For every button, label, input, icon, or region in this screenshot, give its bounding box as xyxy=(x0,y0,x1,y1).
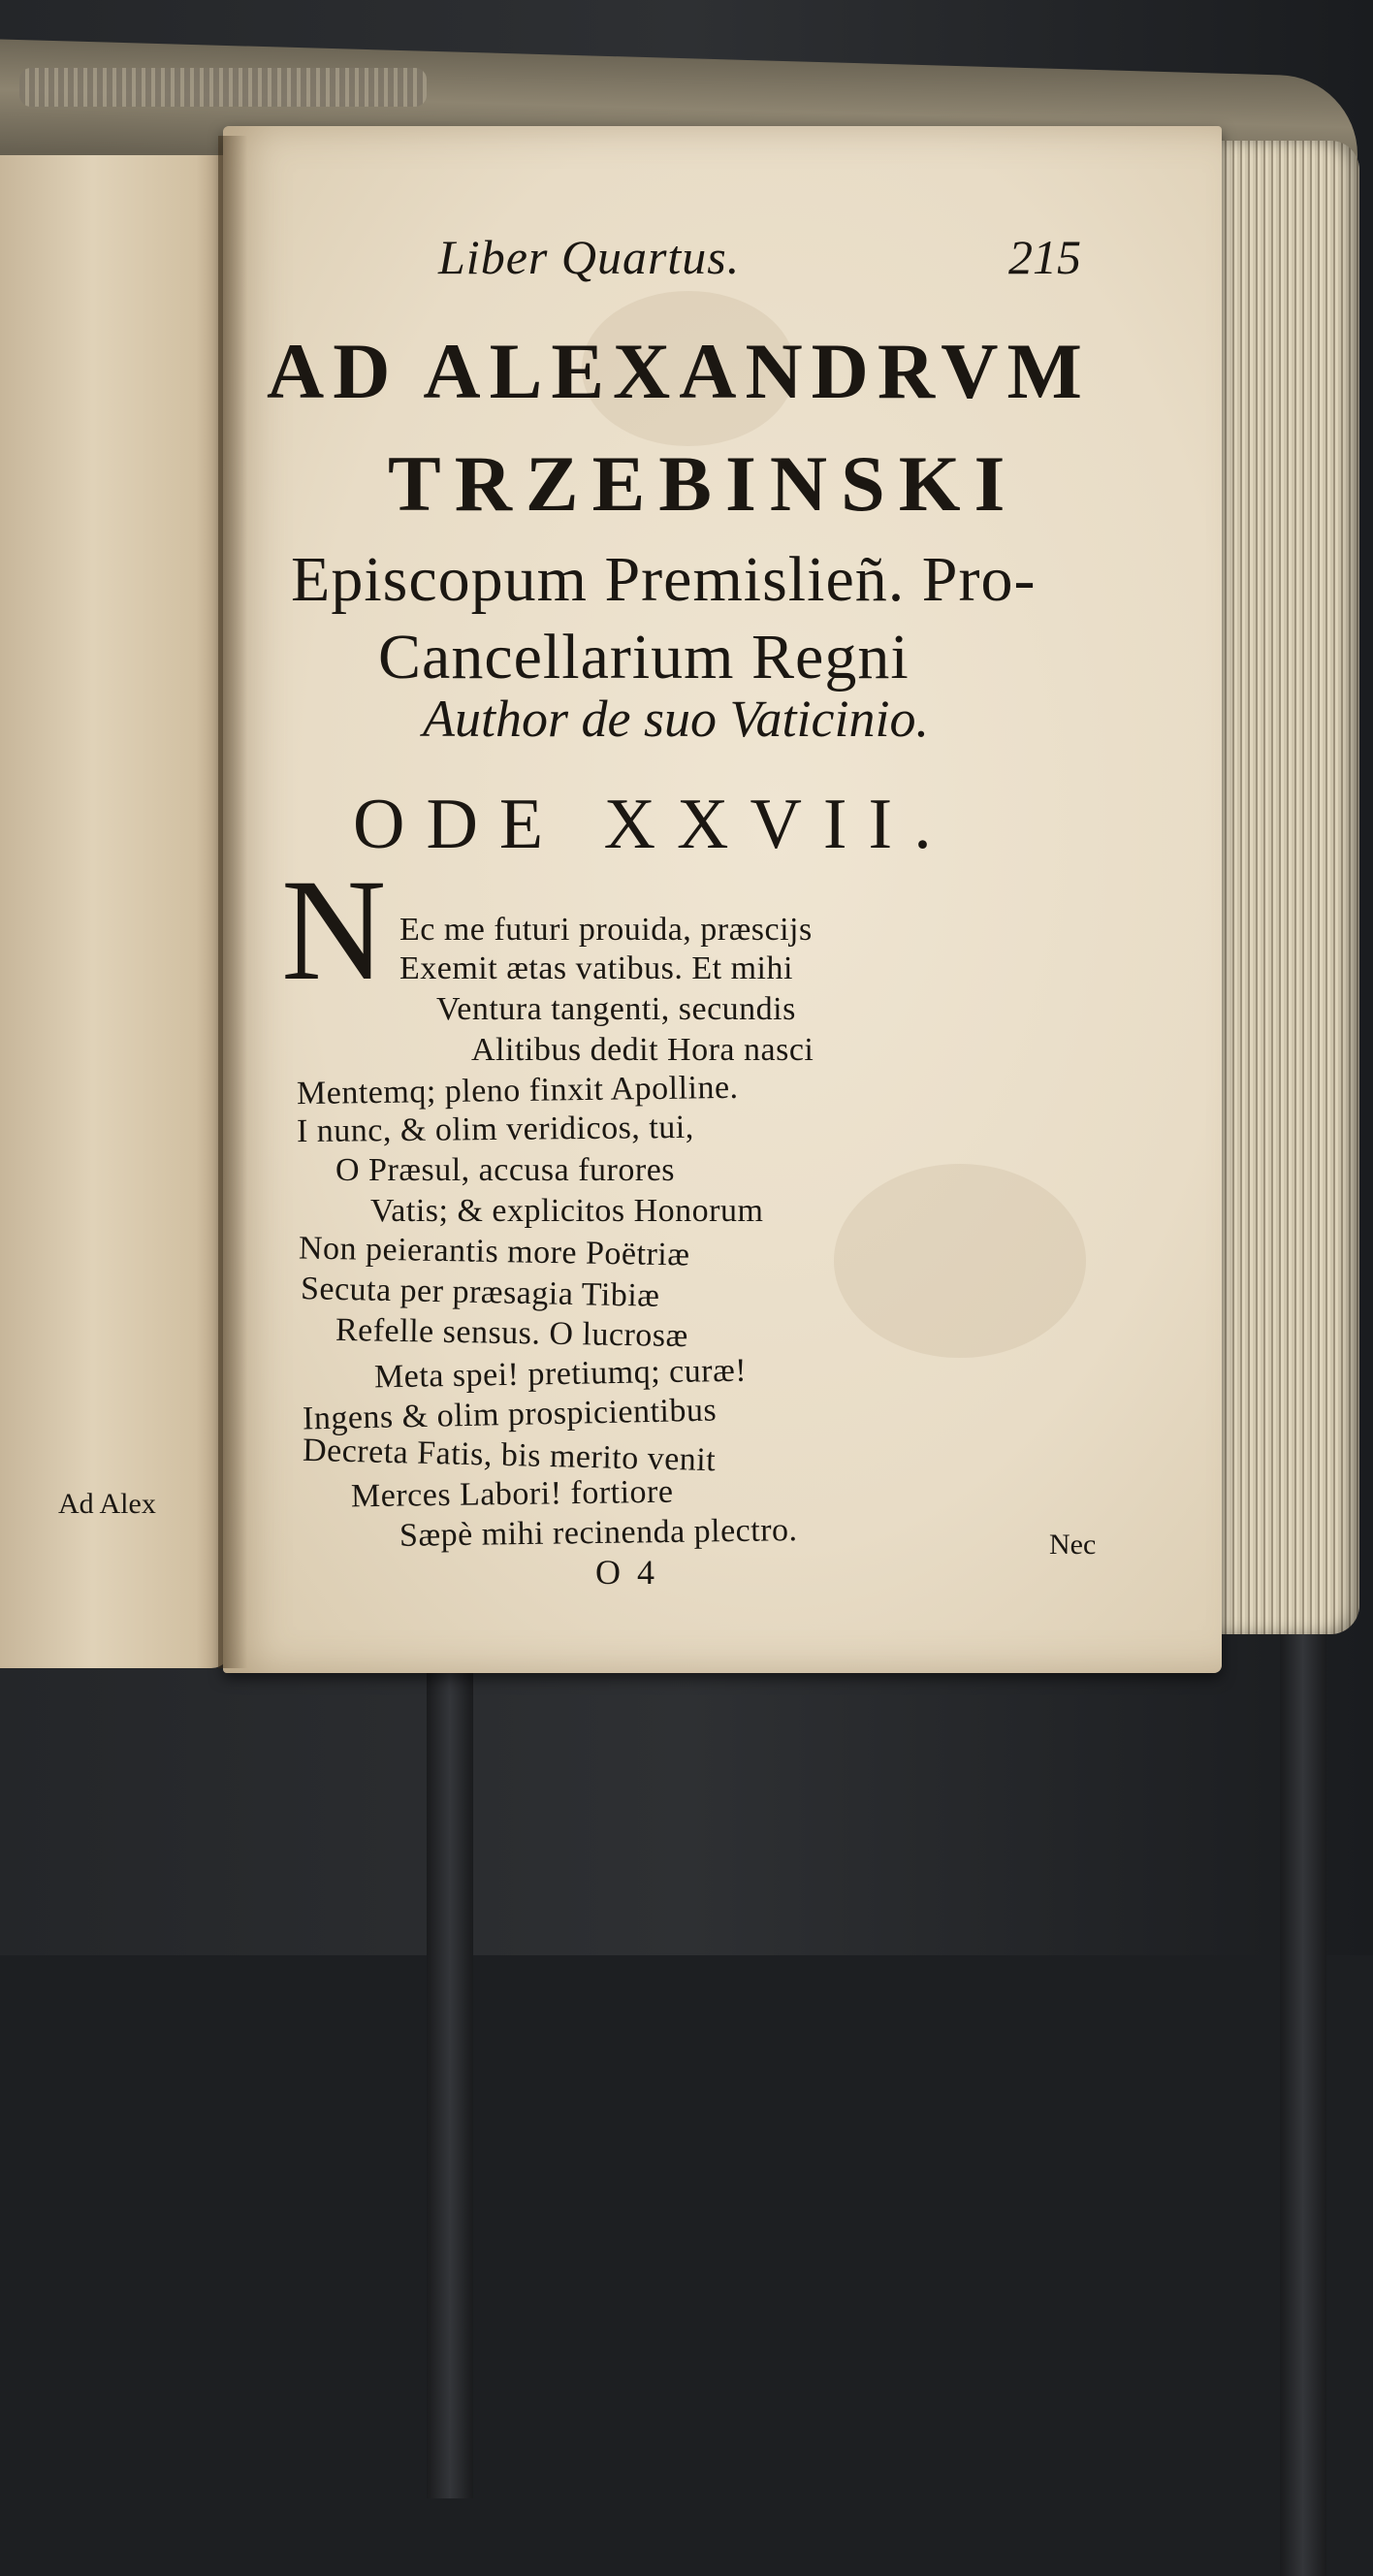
verse-line: Mentemq; pleno finxit Apolline. xyxy=(296,1069,739,1112)
verse-line: Meta spei! pretiumq; curæ! xyxy=(373,1352,748,1396)
verse-line: Merces Labori! fortiore xyxy=(350,1473,674,1515)
headband xyxy=(19,68,427,107)
title-line-2: TRZEBINSKI xyxy=(388,439,1019,528)
gutter-shadow xyxy=(218,136,247,1668)
author-line: Author de suo Vaticinio. xyxy=(423,690,929,748)
verse-line: I nunc, & olim veridicos, tui, xyxy=(296,1109,694,1150)
verse-line: Vatis; & explicitos Honorum xyxy=(370,1193,764,1229)
verse-line: Alitibus dedit Hora nasci xyxy=(471,1032,814,1068)
verse-line: Refelle sensus. O lucrosæ xyxy=(335,1311,689,1355)
page-edges xyxy=(1214,141,1359,1634)
verse-line: Exemit ætas vatibus. Et mihi xyxy=(399,950,793,986)
verse-line: Sæpè mihi recinenda plectro. xyxy=(399,1512,798,1554)
verse-line: Secuta per præsagia Tibiæ xyxy=(300,1271,660,1314)
verse-line: Ingens & olim prospicientibus xyxy=(302,1392,718,1437)
running-title: Liber Quartus. xyxy=(438,230,741,284)
ode-title: ODE XXVII. xyxy=(353,785,953,864)
verse-line: Ec me futuri prouida, præscijs xyxy=(399,912,813,948)
verse-line: Ventura tangenti, secundis xyxy=(436,991,796,1027)
left-page-catchword: Ad Alex xyxy=(58,1488,156,1520)
subtitle-line-2: Cancellarium Regni xyxy=(378,622,910,692)
title-line-1: AD ALEXANDRVM xyxy=(267,327,1091,415)
verse-line: Decreta Fatis, bis merito venit xyxy=(302,1432,717,1479)
catchword: Nec xyxy=(1049,1529,1097,1561)
verse-line: Non peierantis more Poëtriæ xyxy=(298,1230,690,1273)
drop-cap: N xyxy=(281,850,387,1011)
paper-stain xyxy=(834,1164,1086,1358)
page-number: 215 xyxy=(1008,230,1081,284)
signature-mark: O 4 xyxy=(595,1553,658,1592)
verse-line: O Præsul, accusa furores xyxy=(335,1152,676,1188)
left-page xyxy=(0,155,231,1668)
subtitle-line-1: Episcopum Premislieñ. Pro- xyxy=(291,544,1037,615)
